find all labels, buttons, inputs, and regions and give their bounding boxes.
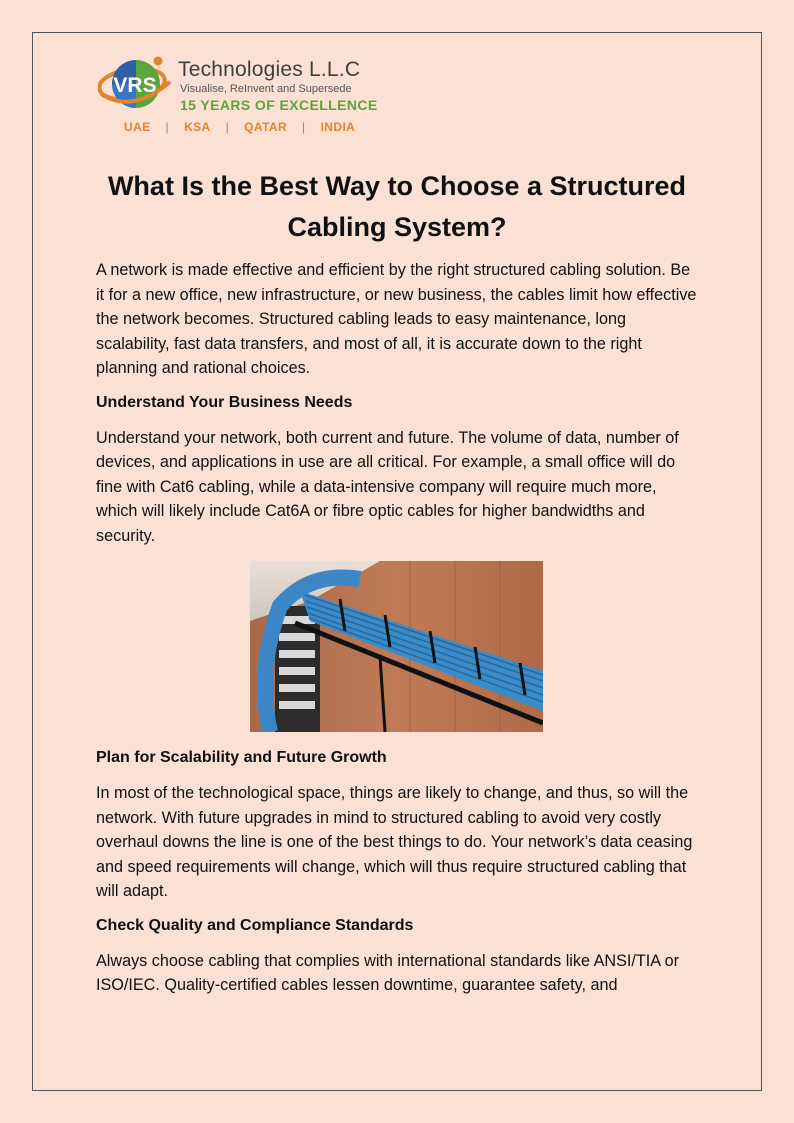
- section-body-business-needs: Understand your network, both current and future. The volume of data, number of devices, and applications in use are all critical. For example, a small office will do fine with Cat6 cabling, while a data-intensive company will require much more, which will likely include Cat6A or fibre optic cables for higher bandwidths and security.: [96, 428, 679, 545]
- logo-regions: [124, 120, 355, 134]
- section-heading-quality-standards: Check Quality and Compliance Standards: [96, 916, 414, 934]
- region-uae: UAE: [124, 120, 151, 134]
- page-title: What Is the Best Way to Choose a Structured Cabling System?: [107, 171, 687, 242]
- logo-mark-text: VRS: [113, 74, 157, 97]
- logo-tagline: Visualise, ReInvent and Supersede: [180, 83, 352, 95]
- section-body-scalability: In most of the technological space, things are likely to change, and thus, so will the network. With future upgrades in mind to structured cabling to avoid very costly overhaul downs the line is one of the best things to do. Your network’s data ceasing and speed requirements will change, which will thus require structured cabling that will adapt.: [96, 784, 693, 900]
- article-body: [96, 258, 700, 998]
- region-ksa: KSA: [184, 120, 211, 134]
- company-logo[interactable]: [98, 54, 378, 138]
- cabling-photo: [250, 561, 543, 732]
- region-divider: |: [302, 120, 306, 134]
- section-heading-business-needs: Understand Your Business Needs: [96, 393, 353, 411]
- region-divider: |: [165, 120, 170, 134]
- intro-paragraph: A network is made effective and efficient by the right structured cabling solution. Be it for a new office, new infrastructure, or new business, the cables limit how effective the network becomes. Structured cabling leads to easy maintenance, long scalability, fast data transfers, and most of all, it is accurate down to the right planning and rational choices.: [96, 261, 697, 377]
- section-heading-scalability: Plan for Scalability and Future Growth: [96, 749, 387, 766]
- section-body-quality-standards: Always choose cabling that complies with international standards like ANSI/TIA or ISO/IEC. Quality-certified cables lessen downtime, guarantee safety, and: [96, 951, 680, 994]
- region-divider: |: [225, 120, 230, 134]
- region-qatar: QATAR: [244, 120, 288, 134]
- vrs-logo-icon: [98, 54, 176, 120]
- logo-company-name: Technologies L.L.C: [178, 58, 361, 81]
- region-india: INDIA: [320, 120, 356, 134]
- logo-excellence-badge: 15 YEARS OF EXCELLENCE: [180, 97, 378, 113]
